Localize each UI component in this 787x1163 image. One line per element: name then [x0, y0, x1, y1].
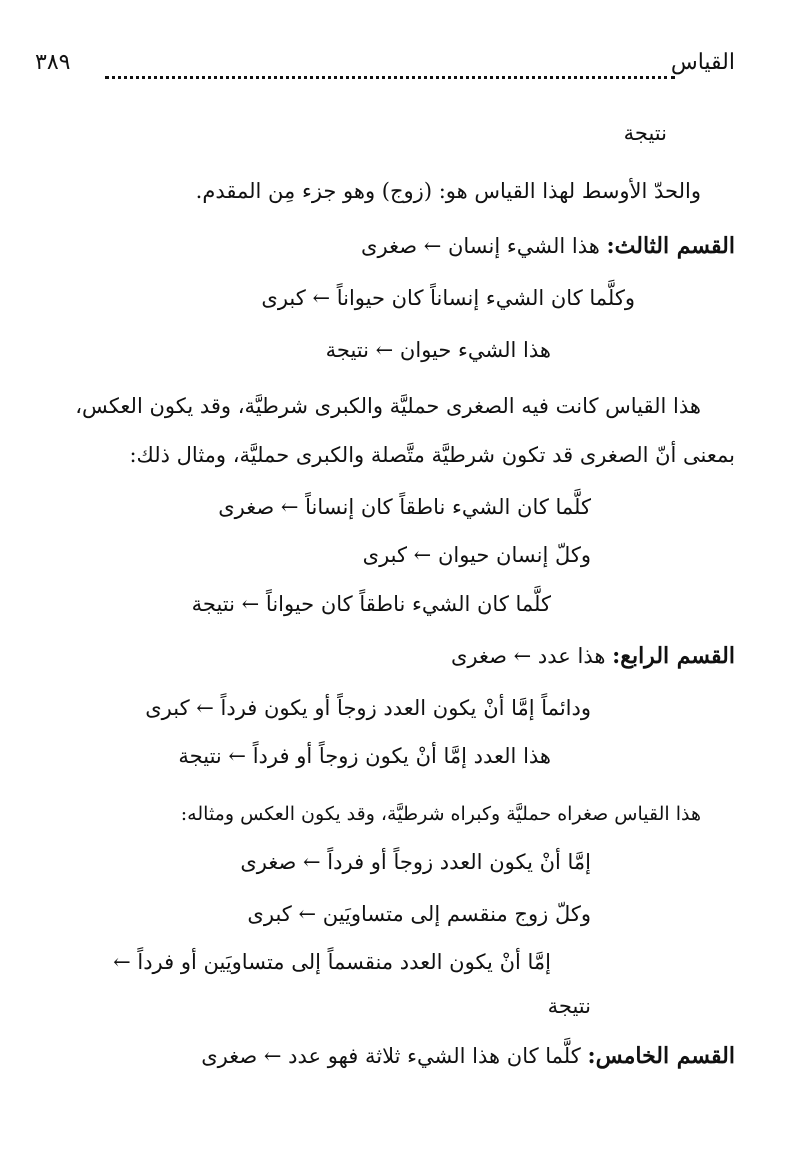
text-line-section-four-result: هذا العدد إمَّا أنْ يكون زوجاً أو فرداً ← نتيجة	[178, 744, 551, 768]
text-line-explanation-1: هذا القياس كانت فيه الصغرى حمليَّة والكبرى شرطيَّة، وقد يكون العكس،	[75, 394, 701, 418]
text-line-example-2-minor: إمَّا أنْ يكون العدد زوجاً أو فرداً ← صغرى	[240, 850, 591, 874]
text-line-middle-term: والحدّ الأوسط لهذا القياس هو: (زوج) وهو جزء مِن المقدم.	[195, 179, 701, 203]
text-line-section-four-major: ودائماً إمَّا أنْ يكون العدد زوجاً أو يكون فرداً ← كبرى	[145, 696, 591, 720]
text-line-example-result: كلَّما كان الشيء ناطقاً كان حيواناً ← نتيجة	[191, 592, 551, 616]
section-four-heading: القسم الرابع:	[612, 643, 735, 669]
text-line-explanation-2: بمعنى أنّ الصغرى قد تكون شرطيَّة متَّصلة والكبرى حمليَّة، ومثال ذلك:	[129, 443, 735, 467]
text-line-example-major: وكلّ إنسان حيوان ← كبرى	[362, 543, 591, 567]
page-number: ٣٨٩	[35, 50, 71, 75]
text-line-section-four	[451, 641, 735, 671]
text-line-example-2-major: وكلّ زوج منقسم إلى متساويَين ← كبرى	[247, 902, 591, 926]
page-header	[35, 50, 735, 84]
text-line-section-three-major: وكلَّما كان الشيء إنساناً كان حيواناً ← كبرى	[261, 286, 635, 310]
text-line-explanation-3: هذا القياس صغراه حمليَّة وكبراه شرطيَّة، وقد يكون العكس ومثاله:	[180, 803, 701, 825]
text-line-example-minor: كلَّما كان الشيء ناطقاً كان إنساناً ← صغرى	[218, 495, 591, 519]
running-header-title: القياس	[670, 50, 735, 75]
section-five-minor-premise: كلَّما كان هذا الشيء ثلاثة فهو عدد ← صغرى	[201, 1044, 581, 1068]
section-three-minor-premise: هذا الشيء إنسان ← صغرى	[361, 234, 600, 258]
header-leader-dots	[105, 70, 675, 79]
text-line-section-three-result: هذا الشيء حيوان ← نتيجة	[325, 338, 551, 362]
text-line-example-2-result: إمَّا أنْ يكون العدد منقسماً إلى متساويَين أو فرداً ←	[113, 950, 551, 974]
text-line-section-three	[361, 231, 735, 261]
section-five-heading: القسم الخامس:	[587, 1043, 735, 1069]
text-line-example-2-result-label: نتيجة	[547, 994, 591, 1018]
text-line-section-five	[201, 1041, 735, 1071]
text-line-result-label: نتيجة	[623, 121, 667, 145]
section-three-heading: القسم الثالث:	[606, 233, 735, 259]
section-four-minor-premise: هذا عدد ← صغرى	[450, 644, 606, 668]
